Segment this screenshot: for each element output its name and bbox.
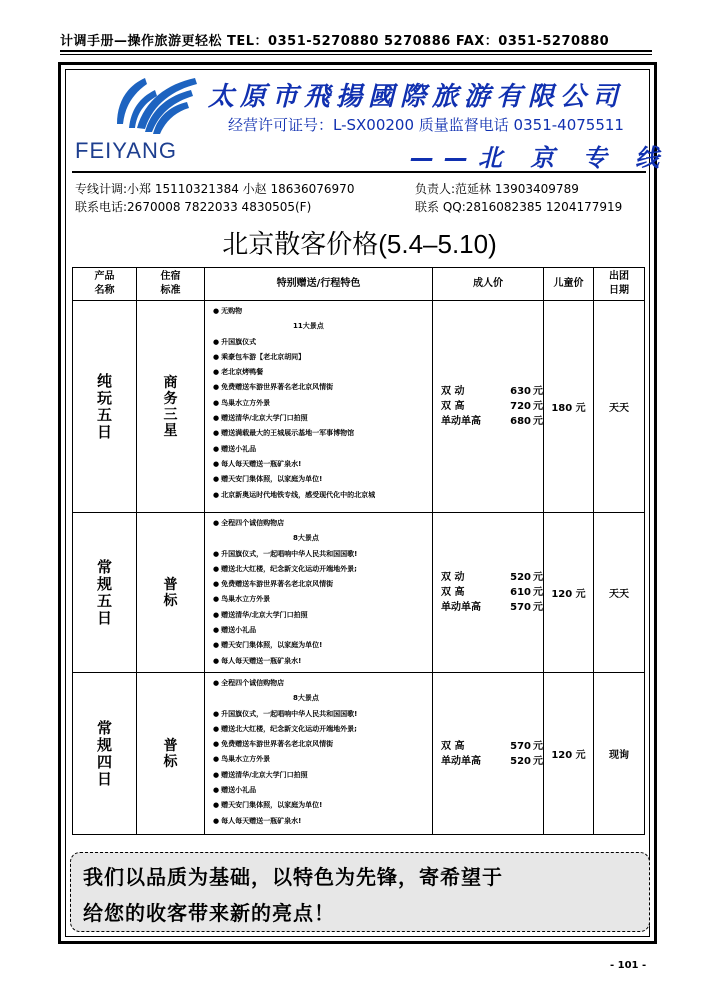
feature-text: 赠天安门集体照，以家庭为单位! — [221, 801, 323, 810]
price-unit: 元 — [533, 755, 543, 767]
header-adult: 成人价 — [433, 268, 544, 301]
bullet-icon: ● — [213, 337, 220, 346]
adult-price-list — [433, 384, 543, 429]
feature-item — [213, 411, 432, 426]
features-cell — [205, 513, 433, 673]
hotel-cell: 商务三星 — [137, 301, 205, 513]
table-row — [73, 513, 645, 673]
hotel-cell: 普标 — [137, 673, 205, 835]
feature-item — [213, 676, 432, 691]
hotel-cell: 普标 — [137, 513, 205, 673]
bullet-icon: ● — [213, 459, 220, 468]
feature-text: 鸟巢水立方外景 — [221, 755, 271, 764]
feature-item — [213, 707, 432, 722]
bullet-icon: ● — [213, 740, 220, 749]
header-departure: 出团日期 — [594, 268, 645, 301]
feature-item — [213, 304, 432, 319]
price-value: 570 — [510, 740, 531, 752]
price-value: 610 — [510, 587, 531, 598]
feature-item — [213, 472, 432, 487]
feature-text: 赠天安门集体照，以家庭为单位! — [221, 641, 323, 650]
feature-item — [213, 350, 432, 365]
price-value: 630 — [510, 386, 531, 397]
feature-list — [205, 513, 432, 671]
feature-item — [213, 547, 432, 562]
slogan-line-1: 我们以品质为基础，以特色为先锋，寄希望于 — [83, 865, 503, 889]
feature-item — [213, 488, 432, 503]
feature-item — [213, 380, 432, 395]
feature-text: 赠送小礼品 — [221, 444, 257, 453]
room-type: 单动单高 — [441, 416, 481, 427]
feature-item — [213, 457, 432, 472]
feature-text: 免费赠送车游世界著名老北京风情街 — [221, 383, 334, 392]
features-cell — [205, 673, 433, 835]
bullet-icon: ● — [213, 383, 220, 392]
header-child: 儿童价 — [544, 268, 594, 301]
contact-qq: 联系 QQ:2816082385 1204177919 — [415, 200, 623, 214]
bullet-icon: ● — [213, 679, 220, 687]
product-cell: 常规四日 — [73, 673, 137, 835]
header-features: 特别赠送/行程特色 — [205, 268, 433, 301]
feature-item — [213, 592, 432, 607]
departure-cell: 现询 — [594, 673, 645, 835]
feature-text: 赠送北大红楼，纪念新文化运动开端地外景; — [221, 564, 357, 573]
feature-text: 赠送小礼品 — [221, 786, 257, 795]
feature-item — [213, 562, 432, 577]
child-price-cell: 180 元 — [544, 301, 594, 513]
slogan-box — [70, 852, 650, 932]
table-row — [73, 301, 645, 513]
price-value: 520 — [510, 755, 531, 767]
feature-text: 赠送北大红楼，纪念新文化运动开端地外景; — [221, 724, 357, 733]
room-type: 双 动 — [441, 386, 465, 397]
bullet-icon: ● — [213, 490, 220, 499]
bullet-icon: ● — [213, 626, 220, 635]
price-table — [72, 267, 645, 835]
table-header-row — [73, 268, 645, 301]
feature-item — [213, 798, 432, 813]
feature-text: 赠送小礼品 — [221, 626, 257, 635]
product-cell: 纯玩五日 — [73, 301, 137, 513]
header-product: 产品名称 — [73, 268, 137, 301]
feature-item — [213, 426, 432, 441]
feature-text: 老北京烤鸭餐 — [221, 368, 264, 377]
bullet-icon: ● — [213, 595, 220, 604]
feature-item — [213, 623, 432, 638]
feature-item — [213, 691, 432, 706]
price-unit: 元 — [533, 602, 543, 613]
brand-name: FEIYANG — [75, 138, 177, 163]
features-cell — [205, 301, 433, 513]
bullet-icon: ● — [213, 580, 220, 589]
bullet-icon: ● — [213, 641, 220, 650]
feature-text: 每人每天赠送一瓶矿泉水! — [221, 656, 302, 665]
feature-list — [205, 673, 432, 831]
feature-text: 赠送清华/北京大学门口拍照 — [221, 770, 308, 779]
feature-item — [213, 722, 432, 737]
feature-item — [213, 577, 432, 592]
feature-text: 无购物 — [221, 307, 243, 315]
room-type: 双 高 — [441, 587, 465, 598]
price-unit: 元 — [533, 416, 543, 427]
header-rule-thin — [60, 54, 652, 55]
feature-text: 鸟巢水立方外景 — [221, 595, 271, 604]
feature-list — [205, 301, 432, 505]
feature-text: 升国旗仪式，一起唱响中华人民共和国国歌! — [221, 709, 358, 718]
bullet-icon: ● — [213, 475, 220, 484]
feature-item — [213, 335, 432, 350]
header-hotel: 住宿标准 — [137, 268, 205, 301]
table-row — [73, 673, 645, 835]
price-value: 570 — [510, 602, 531, 613]
price-value: 680 — [510, 416, 531, 427]
feature-text: 升国旗仪式，一起唱响中华人民共和国国歌! — [221, 549, 358, 558]
feature-text: 8大景点 — [293, 534, 319, 543]
bullet-icon: ● — [213, 414, 220, 423]
bullet-icon: ● — [213, 564, 220, 573]
room-type: 双 高 — [441, 740, 465, 752]
room-type: 单动单高 — [441, 602, 481, 613]
price-unit: 元 — [533, 587, 543, 598]
feature-item — [213, 516, 432, 531]
feature-text: 免费赠送车游世界著名老北京风情街 — [221, 580, 334, 589]
feature-item — [213, 365, 432, 380]
feature-text: 鸟巢水立方外景 — [221, 398, 271, 407]
feature-text: 赠天安门集体照，以家庭为单位! — [221, 475, 323, 484]
bullet-icon: ● — [213, 429, 220, 438]
license-line: 经营许可证号：L-SX00200 质量监督电话 0351-4075511 — [228, 116, 624, 134]
feature-text: 北京新奥运时代地铁专线，感受现代化中的北京城 — [221, 490, 376, 499]
feature-item — [213, 638, 432, 653]
bullet-icon: ● — [213, 610, 220, 619]
feature-text: 全程四个诚信购物店 — [221, 519, 285, 527]
room-type: 单动单高 — [441, 755, 481, 767]
child-price-cell: 120 元 — [544, 513, 594, 673]
adult-price-item — [441, 739, 543, 754]
feature-text: 全程四个诚信购物店 — [221, 679, 285, 687]
feature-text: 赠送清华/北京大学门口拍照 — [221, 610, 308, 619]
adult-price-item — [441, 754, 543, 769]
feature-item — [213, 319, 432, 334]
bullet-icon: ● — [213, 709, 220, 718]
feature-item — [213, 752, 432, 767]
feature-item — [213, 442, 432, 457]
adult-price-list — [433, 739, 543, 769]
contact-phone: 联系电话:2670008 7822033 4830505(F) — [75, 200, 312, 214]
header-divider — [72, 171, 646, 173]
bullet-icon: ● — [213, 307, 220, 315]
bullet-icon: ● — [213, 801, 220, 810]
price-unit: 元 — [533, 740, 543, 752]
feature-item — [213, 814, 432, 829]
room-type: 双 动 — [441, 572, 465, 583]
contact-sales: 专线计调:小郑 15110321384 小赵 18636076970 — [75, 182, 355, 196]
feature-item — [213, 737, 432, 752]
feature-text: 每人每天赠送一瓶矿泉水! — [221, 816, 302, 825]
header-rule — [60, 50, 652, 52]
adult-price-item — [441, 414, 543, 429]
bullet-icon: ● — [213, 549, 220, 558]
feature-text: 免费赠送车游世界著名老北京风情街 — [221, 740, 334, 749]
bullet-icon: ● — [213, 755, 220, 764]
feature-item — [213, 783, 432, 798]
bullet-icon: ● — [213, 398, 220, 407]
feature-item — [213, 531, 432, 546]
bullet-icon: ● — [213, 656, 220, 665]
adult-price-item — [441, 600, 543, 615]
page-title: 北京散客价格(5.4–5.10) — [222, 229, 497, 259]
adult-price-item — [441, 585, 543, 600]
company-name: 太原市飛揚國際旅游有限公司 — [208, 82, 625, 112]
feature-text: 赠送清华/北京大学门口拍照 — [221, 414, 308, 423]
feature-item — [213, 608, 432, 623]
bullet-icon: ● — [213, 770, 220, 779]
feature-text: 每人每天赠送一瓶矿泉水! — [221, 459, 302, 468]
price-unit: 元 — [533, 386, 543, 397]
bullet-icon: ● — [213, 519, 220, 527]
slogan-line-2: 给您的收客带来新的亮点！ — [83, 901, 335, 925]
feature-text: 赠送满载最大的王城展示基地一军事博物馆 — [221, 429, 355, 438]
feature-text: 8大景点 — [293, 694, 319, 703]
adult-price-cell — [433, 673, 544, 835]
adult-price-cell — [433, 301, 544, 513]
adult-price-cell — [433, 513, 544, 673]
feature-item — [213, 654, 432, 669]
feature-item — [213, 396, 432, 411]
departure-cell: 天天 — [594, 301, 645, 513]
bullet-icon: ● — [213, 724, 220, 733]
price-unit: 元 — [533, 572, 543, 583]
bullet-icon: ● — [213, 368, 220, 377]
feature-item — [213, 768, 432, 783]
room-type: 双 高 — [441, 401, 465, 412]
page-number: - 101 - — [610, 960, 647, 971]
contact-manager: 负责人:范延林 13903409789 — [415, 182, 579, 196]
adult-price-item — [441, 384, 543, 399]
price-value: 720 — [510, 401, 531, 412]
child-price-cell: 120 元 — [544, 673, 594, 835]
adult-price-item — [441, 399, 543, 414]
header-bar: 计调手册—操作旅游更轻松 TEL：0351-5270880 5270886 FAX：0351-5270880 — [60, 34, 610, 49]
price-value: 520 — [510, 572, 531, 583]
bullet-icon: ● — [213, 352, 220, 361]
bullet-icon: ● — [213, 816, 220, 825]
product-cell: 常规五日 — [73, 513, 137, 673]
departure-cell: 天天 — [594, 513, 645, 673]
line-name: ——北 京 专 线 — [410, 144, 670, 172]
bullet-icon: ● — [213, 786, 220, 795]
price-unit: 元 — [533, 401, 543, 412]
adult-price-item — [441, 570, 543, 585]
adult-price-list — [433, 570, 543, 615]
feature-text: 乘豪包车游【老北京胡同】 — [221, 352, 306, 361]
feature-text: 升国旗仪式 — [221, 337, 257, 346]
bullet-icon: ● — [213, 444, 220, 453]
feature-text: 11大景点 — [293, 322, 324, 331]
